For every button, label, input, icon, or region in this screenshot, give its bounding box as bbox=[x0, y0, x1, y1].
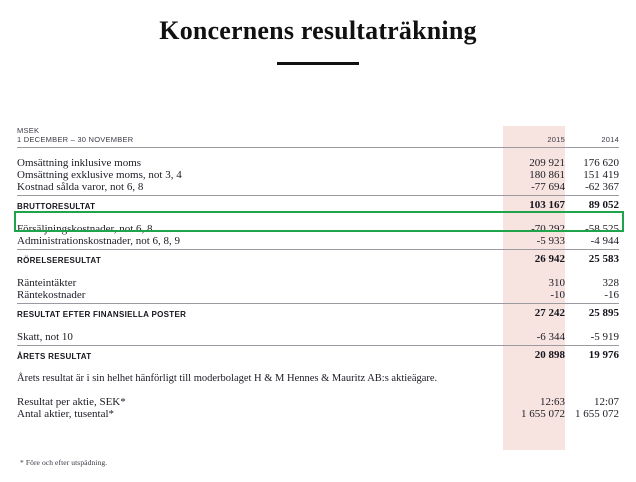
row-value-2015: -10 bbox=[550, 289, 565, 301]
row-value-2014: -4 944 bbox=[590, 235, 619, 247]
table-row bbox=[17, 408, 619, 420]
table-row bbox=[17, 277, 619, 289]
table-row-resultat-efter-finansiella-poster bbox=[17, 304, 619, 323]
table-row bbox=[17, 169, 619, 181]
table-header-period bbox=[17, 135, 619, 144]
column-header-2015: 2015 bbox=[547, 135, 565, 144]
row-label: ÅRETS RESULTAT bbox=[17, 352, 92, 361]
row-value-2015: 27 242 bbox=[534, 307, 565, 319]
row-value-2014: 89 052 bbox=[588, 199, 619, 211]
row-label: Skatt, not 10 bbox=[17, 331, 73, 343]
row-label: RÖRELSERESULTAT bbox=[17, 256, 102, 265]
column-header-2014: 2014 bbox=[601, 135, 619, 144]
row-label: Försäljningskostnader, not 6, 8 bbox=[17, 223, 153, 235]
spacer bbox=[17, 384, 619, 396]
table-row bbox=[17, 235, 619, 247]
spacer bbox=[17, 148, 619, 158]
row-label: Administrationskostnader, not 6, 8, 9 bbox=[17, 235, 181, 247]
row-value-2015: 103 167 bbox=[529, 199, 565, 211]
table-row-bruttoresultat bbox=[17, 196, 619, 215]
unit-label: MSEK bbox=[17, 126, 40, 135]
table-row bbox=[17, 223, 619, 235]
row-value-2014: 12:07 bbox=[593, 396, 619, 408]
row-value-2014: 176 620 bbox=[583, 157, 619, 169]
row-value-2014: -58 525 bbox=[585, 223, 619, 235]
row-value-2014: 25 895 bbox=[588, 307, 619, 319]
row-value-2015: 12:63 bbox=[539, 396, 565, 408]
row-label: Antal aktier, tusental* bbox=[17, 408, 115, 420]
table-row bbox=[17, 181, 619, 193]
row-label: RESULTAT EFTER FINANSIELLA POSTER bbox=[17, 310, 187, 319]
table-row bbox=[17, 396, 619, 408]
period-label: 1 DECEMBER – 30 NOVEMBER bbox=[17, 135, 134, 144]
row-value-2015: 310 bbox=[548, 277, 565, 289]
row-value-2015: 20 898 bbox=[534, 349, 565, 361]
row-value-2014: 25 583 bbox=[588, 253, 619, 265]
row-label: Omsättning exklusive moms, not 3, 4 bbox=[17, 169, 182, 181]
attribution-note bbox=[17, 373, 619, 384]
title-divider bbox=[277, 62, 359, 65]
row-value-2015: 209 921 bbox=[529, 157, 565, 169]
row-label: Resultat per aktie, SEK* bbox=[17, 396, 126, 408]
footnote: * Före och efter utspädning. bbox=[20, 458, 108, 467]
row-value-2015: -6 344 bbox=[536, 331, 565, 343]
row-label: Omsättning inklusive moms bbox=[17, 157, 142, 169]
title-block bbox=[0, 0, 636, 65]
row-value-2015: 26 942 bbox=[534, 253, 565, 265]
row-value-2014: 1 655 072 bbox=[575, 408, 619, 420]
attribution-note-text: Årets resultat är i sin helhet hänförligt till moderbolaget H & M Hennes & Mauritz AB:s aktieägare. bbox=[17, 373, 438, 384]
spacer bbox=[17, 364, 619, 373]
table-row bbox=[17, 289, 619, 301]
row-value-2015: -77 694 bbox=[531, 181, 565, 193]
table-row bbox=[17, 157, 619, 169]
spacer bbox=[17, 214, 619, 223]
row-label: Ränteintäkter bbox=[17, 277, 77, 289]
row-value-2014: -16 bbox=[604, 289, 619, 301]
spacer bbox=[17, 268, 619, 277]
row-value-2014: 151 419 bbox=[583, 169, 619, 181]
row-value-2015: -70 292 bbox=[531, 223, 565, 235]
row-value-2014: -62 367 bbox=[585, 181, 619, 193]
row-label: Kostnad sålda varor, not 6, 8 bbox=[17, 181, 144, 193]
table-row-rorelseresultat bbox=[17, 250, 619, 269]
row-label: BRUTTORESULTAT bbox=[17, 202, 96, 211]
table-header-unit bbox=[17, 126, 619, 135]
row-label: Räntekostnader bbox=[17, 289, 86, 301]
page-title: Koncernens resultaträkning bbox=[159, 16, 477, 45]
row-value-2014: -5 919 bbox=[590, 331, 619, 343]
row-value-2015: -5 933 bbox=[536, 235, 565, 247]
income-statement-table bbox=[17, 126, 619, 420]
table-row bbox=[17, 331, 619, 343]
spacer bbox=[17, 322, 619, 331]
row-value-2014: 328 bbox=[602, 277, 619, 289]
table-row-arets-resultat bbox=[17, 346, 619, 365]
row-value-2015: 180 861 bbox=[529, 169, 565, 181]
row-value-2015: 1 655 072 bbox=[521, 408, 565, 420]
row-value-2014: 19 976 bbox=[588, 349, 619, 361]
income-statement bbox=[17, 126, 619, 420]
